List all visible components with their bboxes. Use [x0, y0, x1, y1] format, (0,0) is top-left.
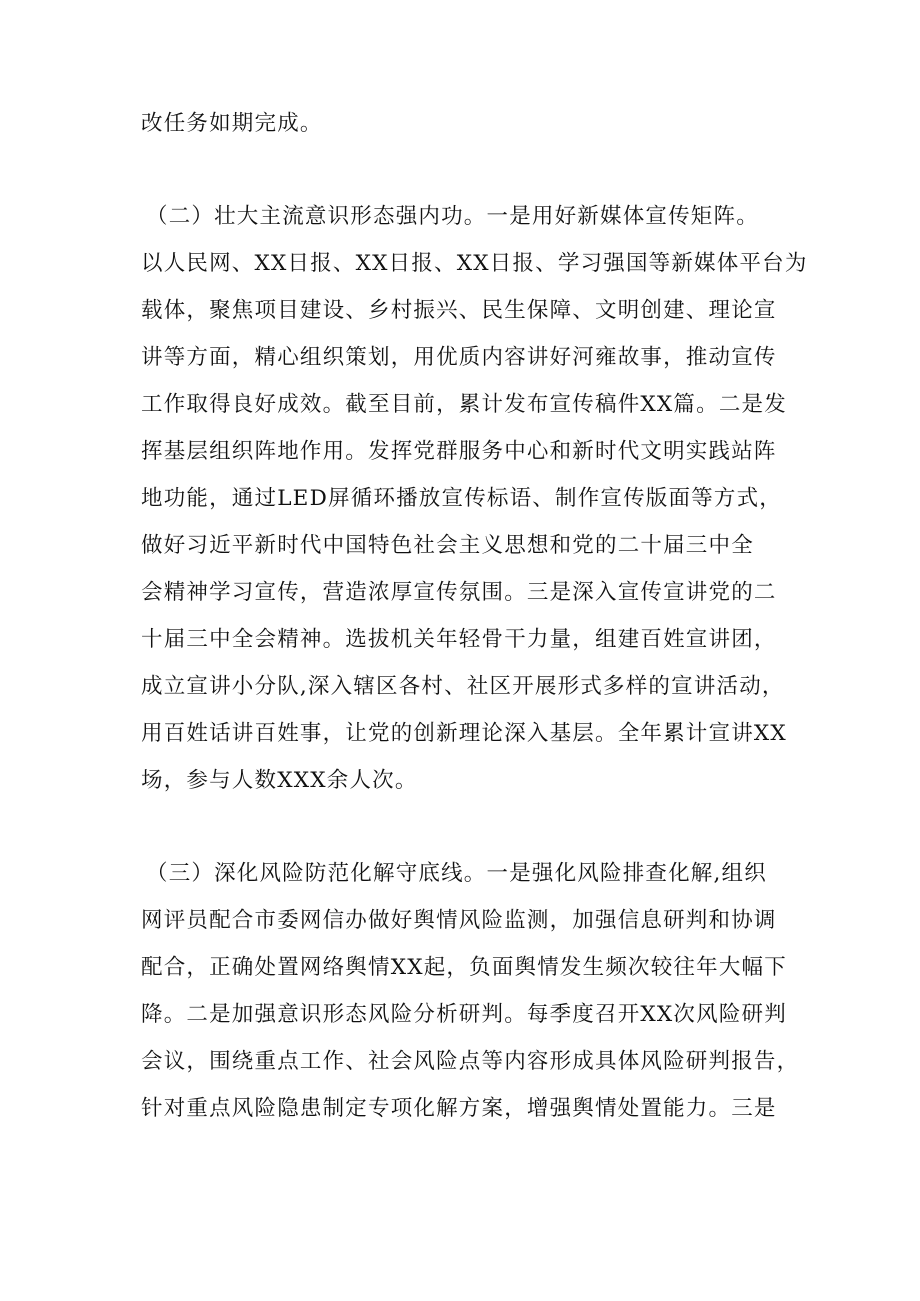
paragraph-2-line-13: 场，参与人数XXX余人次。: [141, 768, 418, 793]
paragraph-1-line-1: 改任务如期完成。: [141, 111, 323, 136]
paragraph-3-line-1: （三）深化风险防范化解守底线。一是强化风险排查化解,组织: [146, 861, 767, 886]
paragraph-2-line-1: （二）壮大主流意识形态强内功。一是用好新媒体宣传矩阵。: [146, 204, 759, 229]
paragraph-2-line-9: 会精神学习宣传，营造浓厚宣传氛围。三是深入宣传宣讲党的二: [141, 580, 777, 605]
paragraph-3-line-5: 会议，围绕重点工作、社会风险点等内容形成具体风险研判报告，: [141, 1049, 800, 1074]
paragraph-2-line-5: 工作取得良好成效。截至目前，累计发布宣传稿件XX篇。二是发: [141, 392, 787, 417]
paragraph-2-line-8: 做好习近平新时代中国特色社会主义思想和党的二十届三中全: [141, 533, 754, 558]
paragraph-3-line-4: 降。二是加强意识形态风险分析研判。每季度召开XX次风险研判: [141, 1002, 787, 1027]
paragraph-2-line-7: 地功能，通过LED屏循环播放宣传标语、制作宣传版面等方式，: [141, 486, 783, 511]
paragraph-2-line-10: 十届三中全会精神。选拔机关年轻骨干力量，组建百姓宣讲团，: [141, 627, 777, 652]
paragraph-2-line-3: 载体，聚焦项目建设、乡村振兴、民生保障、文明创建、理论宣: [141, 298, 777, 323]
paragraph-2-line-11: 成立宣讲小分队,深入辖区各村、社区开展形式多样的宣讲活动，: [141, 674, 785, 699]
paragraph-2-line-2: 以人民网、XX日报、XX日报、XX日报、学习强国等新媒体平台为: [141, 251, 808, 276]
paragraph-2-line-4: 讲等方面，精心组织策划，用优质内容讲好河雍故事，推动宣传: [141, 345, 777, 370]
paragraph-3-line-6: 针对重点风险隐患制定专项化解方案，增强舆情处置能力。三是: [141, 1096, 777, 1121]
paragraph-2-line-12: 用百姓话讲百姓事，让党的创新理论深入基层。全年累计宣讲XX: [141, 721, 787, 746]
paragraph-3-line-2: 网评员配合市委网信办做好舆情风险监测，加强信息研判和协调: [141, 908, 777, 933]
paragraph-2-line-6: 挥基层组织阵地作用。发挥党群服务中心和新时代文明实践站阵: [141, 439, 777, 464]
paragraph-3-line-3: 配合，正确处置网络舆情XX起，负面舆情发生频次较往年大幅下: [141, 955, 787, 980]
